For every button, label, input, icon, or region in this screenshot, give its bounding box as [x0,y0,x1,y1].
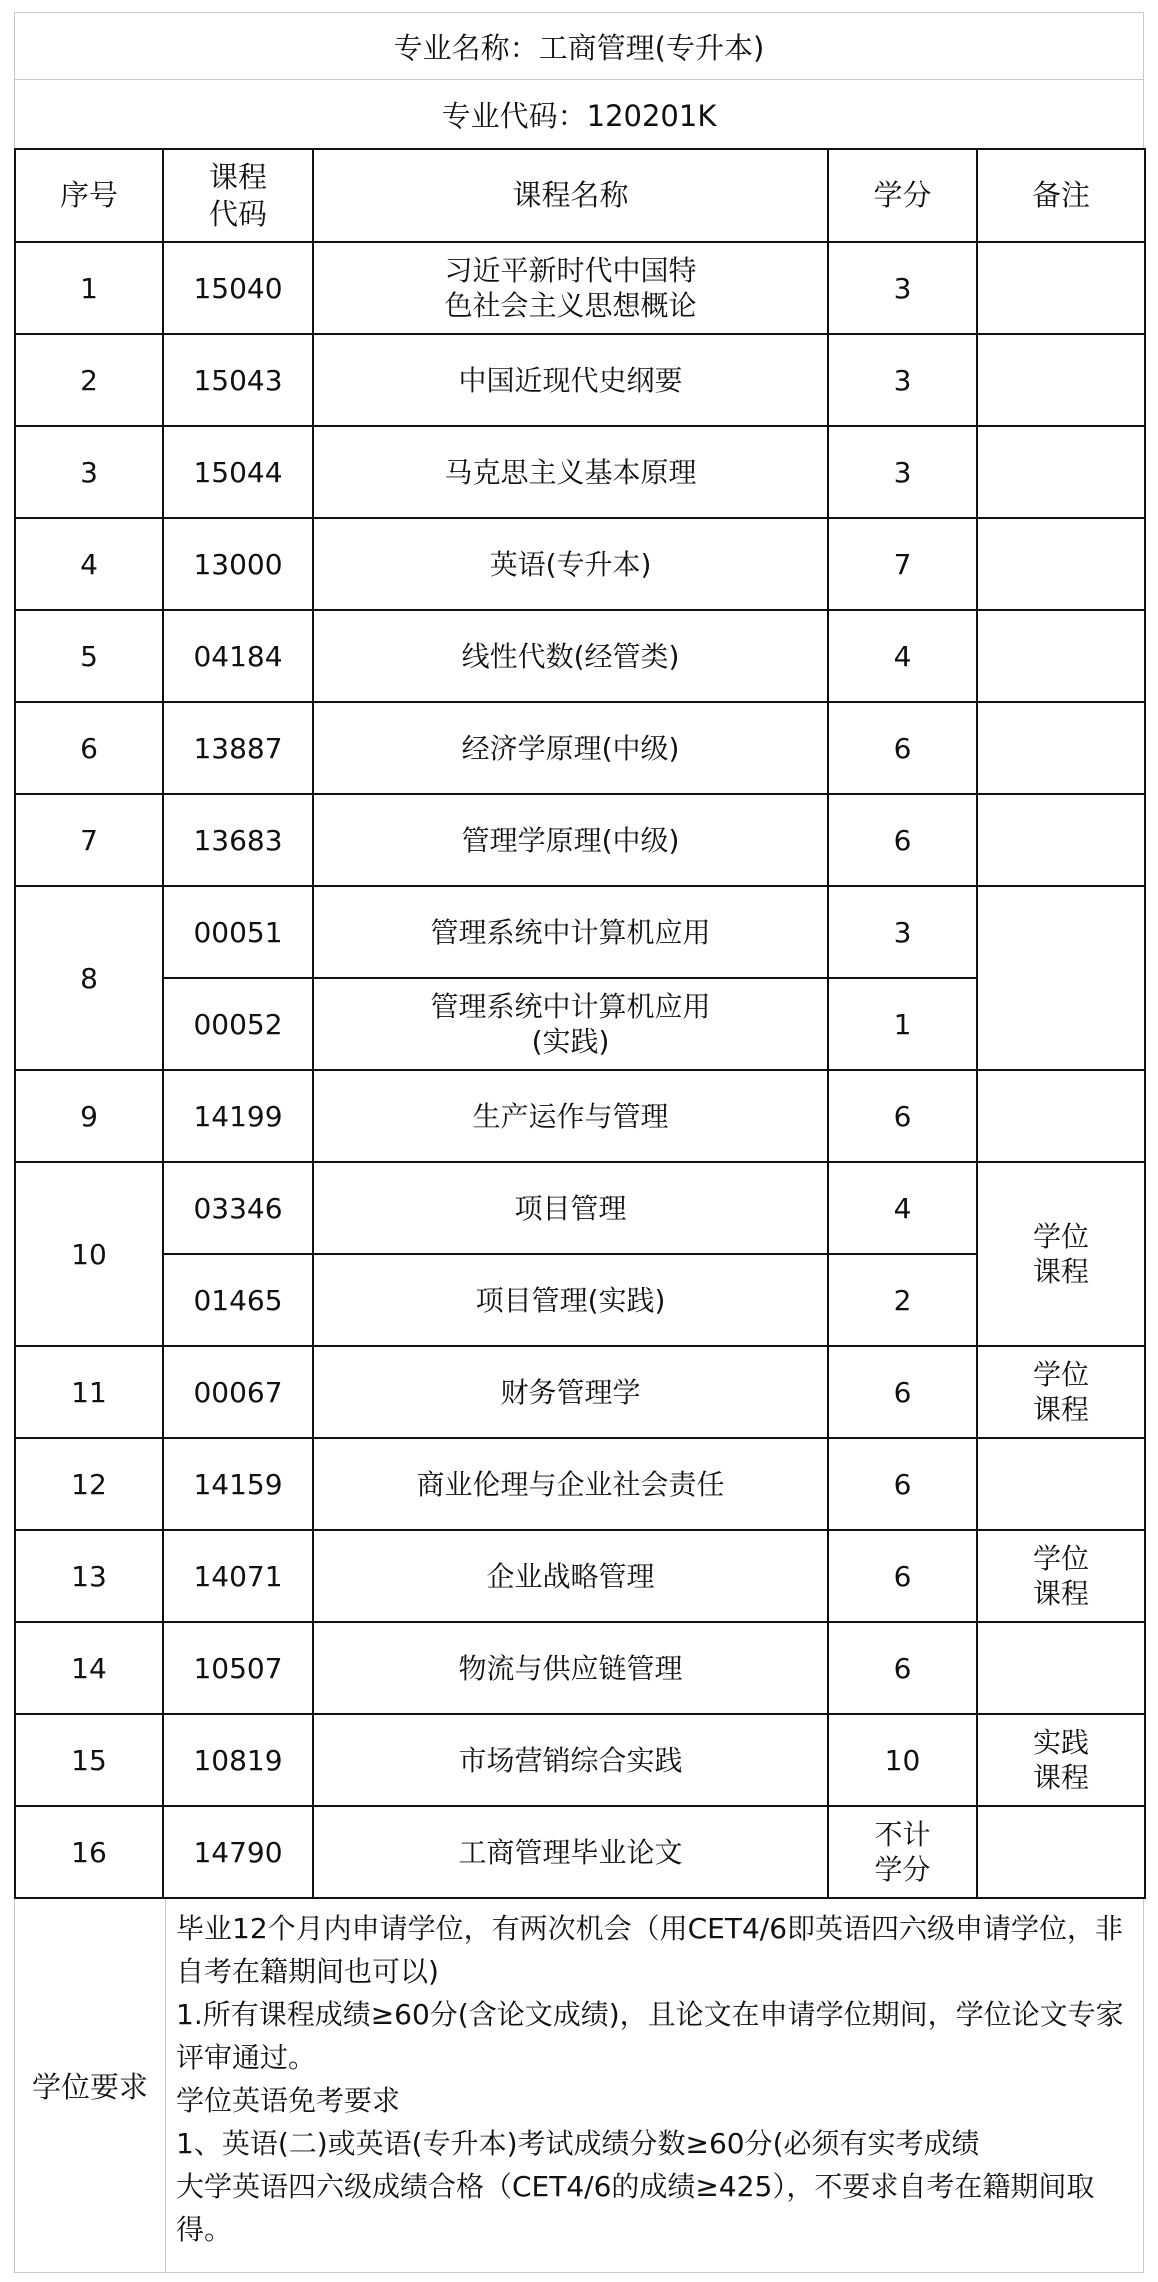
cell-name: 经济学原理(中级) [313,702,828,794]
cell-note [977,1622,1145,1714]
cell-no: 2 [15,334,163,426]
cell-code: 01465 [163,1254,313,1346]
cell-no: 1 [15,242,163,334]
table-row [15,1438,1145,1530]
cell-no: 11 [15,1346,163,1438]
cell-name: 商业伦理与企业社会责任 [313,1438,828,1530]
cell-code: 14790 [163,1806,313,1898]
cell-note [977,1070,1145,1162]
cell-credit [828,1806,977,1898]
table-row [15,1714,1145,1806]
cell-code: 15040 [163,242,313,334]
cell-note [977,610,1145,702]
cell-code: 14199 [163,1070,313,1162]
cell-credit: 7 [828,518,977,610]
degree-requirements [14,1899,1144,2273]
cell-note [977,886,1145,1070]
cell-note [977,1714,1145,1806]
cell-name-text: 习近平新时代中国特色社会主义思想概论 [444,254,697,322]
cell-credit: 6 [828,1438,977,1530]
cell-name: 马克思主义基本原理 [313,426,828,518]
table-row [15,1622,1145,1714]
degree-line: 1、英语(二)或英语(专升本)考试成绩分数≥60分(必须有实考成绩 [176,2127,980,2160]
cell-code: 15043 [163,334,313,426]
col-header-note: 备注 [977,149,1145,242]
cell-name: 项目管理 [313,1162,828,1254]
table-header-row [15,149,1145,242]
cell-note [977,426,1145,518]
cell-note [977,1162,1145,1346]
cell-credit: 3 [828,426,977,518]
cell-name: 英语(专升本) [313,518,828,610]
cell-name [313,978,828,1070]
cell-name: 生产运作与管理 [313,1070,828,1162]
table-row [15,702,1145,794]
cell-code: 10819 [163,1714,313,1806]
cell-name-text: 管理系统中计算机应用(实践) [430,990,711,1058]
cell-code: 10507 [163,1622,313,1714]
major-code: 专业代码：120201K [14,79,1144,148]
cell-name: 管理系统中计算机应用 [313,886,828,978]
cell-credit: 2 [828,1254,977,1346]
cell-name: 财务管理学 [313,1346,828,1438]
cell-credit-text: 不计学分 [874,1818,931,1886]
cell-no: 16 [15,1806,163,1898]
cell-note [977,518,1145,610]
cell-name [313,242,828,334]
cell-name: 物流与供应链管理 [313,1622,828,1714]
col-header-code [163,149,313,242]
cell-code: 13000 [163,518,313,610]
cell-no: 4 [15,518,163,610]
table-row [15,978,1145,1070]
cell-code: 00052 [163,978,313,1070]
table-row [15,610,1145,702]
cell-no: 12 [15,1438,163,1530]
cell-code: 14071 [163,1530,313,1622]
cell-credit: 3 [828,886,977,978]
cell-note-text: 实践课程 [1032,1726,1089,1794]
cell-code: 14159 [163,1438,313,1530]
cell-note-text: 学位课程 [1032,1542,1089,1610]
cell-credit: 6 [828,1070,977,1162]
degree-requirements-body [166,1899,1143,2272]
table-row [15,794,1145,886]
cell-note [977,1438,1145,1530]
cell-no: 9 [15,1070,163,1162]
cell-no: 5 [15,610,163,702]
cell-note [977,242,1145,334]
cell-name: 企业战略管理 [313,1530,828,1622]
cell-name: 项目管理(实践) [313,1254,828,1346]
cell-note [977,334,1145,426]
cell-name: 市场营销综合实践 [313,1714,828,1806]
cell-no: 15 [15,1714,163,1806]
cell-no: 13 [15,1530,163,1622]
cell-no: 6 [15,702,163,794]
major-name: 专业名称：工商管理(专升本) [14,12,1144,79]
cell-name: 线性代数(经管类) [313,610,828,702]
cell-credit: 1 [828,978,977,1070]
cell-no: 10 [15,1162,163,1346]
cell-note [977,1346,1145,1438]
table-row [15,1070,1145,1162]
cell-note [977,1530,1145,1622]
col-header-credit: 学分 [828,149,977,242]
course-sheet [14,0,1144,2273]
cell-note [977,702,1145,794]
table-row [15,518,1145,610]
cell-code: 13683 [163,794,313,886]
cell-no: 8 [15,886,163,1070]
col-header-no: 序号 [15,149,163,242]
cell-credit: 10 [828,1714,977,1806]
cell-code: 04184 [163,610,313,702]
table-row [15,1530,1145,1622]
cell-code: 13887 [163,702,313,794]
table-row [15,886,1145,978]
table-row [15,426,1145,518]
cell-no: 14 [15,1622,163,1714]
cell-credit: 4 [828,1162,977,1254]
cell-code: 00051 [163,886,313,978]
cell-credit: 6 [828,794,977,886]
cell-credit: 6 [828,1346,977,1438]
cell-name: 中国近现代史纲要 [313,334,828,426]
cell-note-text: 学位课程 [1032,1358,1089,1426]
table-row [15,1162,1145,1254]
cell-note [977,794,1145,886]
cell-code: 03346 [163,1162,313,1254]
cell-note-text: 学位课程 [1032,1220,1089,1288]
cell-no: 7 [15,794,163,886]
degree-line: 毕业12个月内申请学位，有两次机会（用CET4/6即英语四六级申请学位，非自考在籍期间也可以) [176,1912,1124,1988]
table-row [15,334,1145,426]
cell-credit: 4 [828,610,977,702]
cell-code: 15044 [163,426,313,518]
cell-name: 管理学原理(中级) [313,794,828,886]
table-row [15,242,1145,334]
col-header-name: 课程名称 [313,149,828,242]
cell-credit: 3 [828,242,977,334]
cell-code: 00067 [163,1346,313,1438]
degree-line: 学位英语免考要求 [176,2084,401,2117]
degree-line: 大学英语四六级成绩合格（CET4/6的成绩≥425），不要求自考在籍期间取得。 [176,2170,1095,2246]
cell-no: 3 [15,426,163,518]
table-row [15,1346,1145,1438]
degree-requirements-label: 学位要求 [15,1899,166,2272]
cell-credit: 6 [828,702,977,794]
cell-credit: 3 [828,334,977,426]
course-table [14,148,1146,1899]
cell-name: 工商管理毕业论文 [313,1806,828,1898]
col-header-code-text: 课程代码 [208,160,267,231]
cell-note [977,1806,1145,1898]
table-row [15,1254,1145,1346]
degree-line: 1.所有课程成绩≥60分(含论文成绩)，且论文在申请学位期间，学位论文专家评审通过。 [176,1998,1124,2074]
cell-credit: 6 [828,1622,977,1714]
cell-credit: 6 [828,1530,977,1622]
table-row [15,1806,1145,1898]
